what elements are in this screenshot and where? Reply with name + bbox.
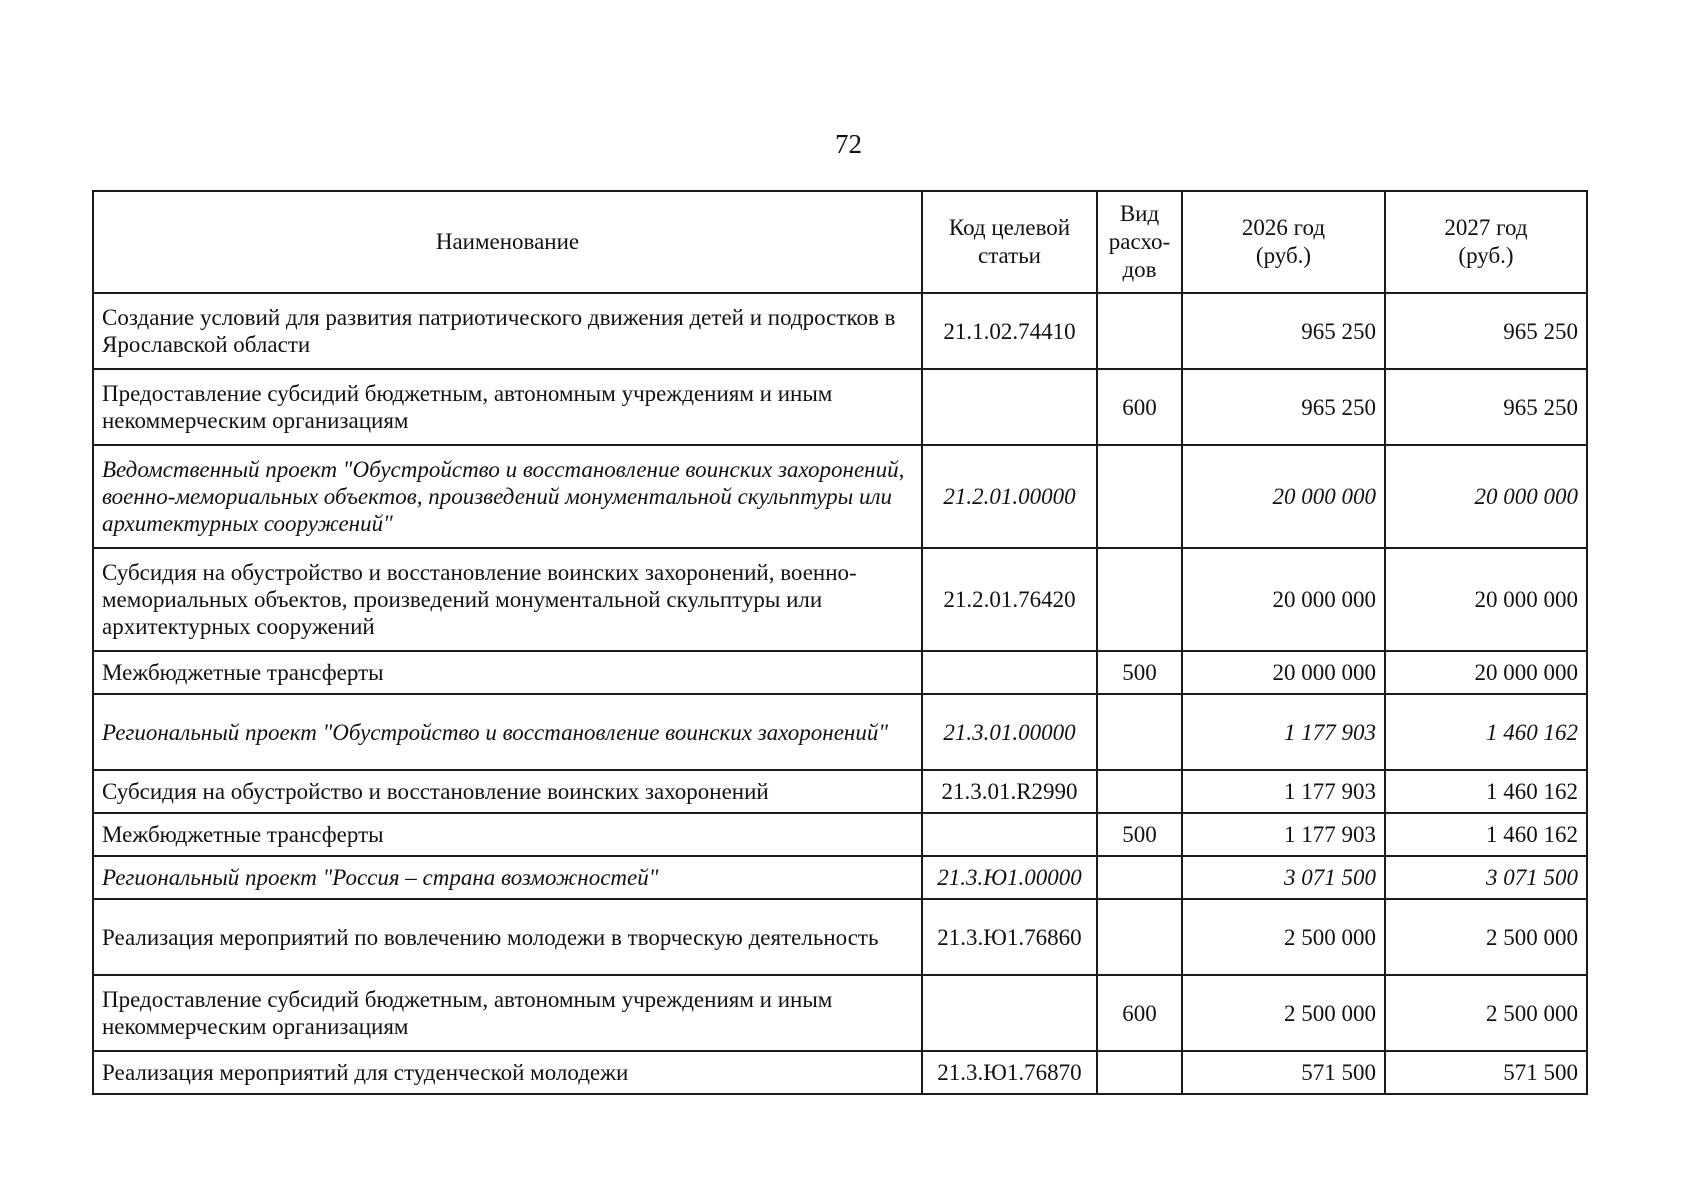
- row-2027: 1 460 162: [1385, 770, 1587, 813]
- row-2027: 1 460 162: [1385, 694, 1587, 770]
- row-type: 600: [1097, 975, 1182, 1051]
- row-code: 21.2.01.76420: [922, 548, 1097, 651]
- row-2027: 965 250: [1385, 293, 1587, 369]
- row-type: [1097, 899, 1182, 975]
- row-2026: 20 000 000: [1182, 651, 1385, 694]
- row-name: Предоставление субсидий бюджетным, автономным учреждениям и иным некоммерческим организациям: [93, 975, 922, 1051]
- table-row: [93, 856, 1587, 899]
- table-row: [93, 651, 1587, 694]
- table-row: [93, 694, 1587, 770]
- row-2026: 1 177 903: [1182, 813, 1385, 856]
- row-name: Межбюджетные трансферты: [93, 813, 922, 856]
- row-code: 21.1.02.74410: [922, 293, 1097, 369]
- row-code: 21.3.01.R2990: [922, 770, 1097, 813]
- header-type: Вид расхо- дов: [1097, 191, 1182, 293]
- row-type: 600: [1097, 369, 1182, 445]
- row-name: Ведомственный проект "Обустройство и восстановление воинских захоронений, военно-мемориальных объектов, произведений монументальной скульптуры или архитектурных сооружений": [93, 445, 922, 548]
- row-type: [1097, 856, 1182, 899]
- row-name: Реализация мероприятий по вовлечению молодежи в творческую деятельность: [93, 899, 922, 975]
- row-2026: 571 500: [1182, 1051, 1385, 1094]
- row-2026: 2 500 000: [1182, 899, 1385, 975]
- table-row: [93, 369, 1587, 445]
- row-name: Предоставление субсидий бюджетным, автономным учреждениям и иным некоммерческим организациям: [93, 369, 922, 445]
- row-code: [922, 651, 1097, 694]
- budget-table: [92, 190, 1588, 1095]
- row-2026: 965 250: [1182, 293, 1385, 369]
- row-name: Создание условий для развития патриотического движения детей и подростков в Ярославской области: [93, 293, 922, 369]
- row-type: [1097, 770, 1182, 813]
- row-2026: 20 000 000: [1182, 548, 1385, 651]
- header-2026: 2026 год (руб.): [1182, 191, 1385, 293]
- row-code: 21.2.01.00000: [922, 445, 1097, 548]
- row-code: 21.3.01.00000: [922, 694, 1097, 770]
- row-2026: 2 500 000: [1182, 975, 1385, 1051]
- table-row: [93, 975, 1587, 1051]
- row-2027: 2 500 000: [1385, 899, 1587, 975]
- row-2027: 20 000 000: [1385, 651, 1587, 694]
- row-type: 500: [1097, 651, 1182, 694]
- table-row: [93, 1051, 1587, 1094]
- row-code: [922, 975, 1097, 1051]
- row-2027: 20 000 000: [1385, 548, 1587, 651]
- table-row: [93, 445, 1587, 548]
- row-type: [1097, 548, 1182, 651]
- table-row: [93, 899, 1587, 975]
- table-row: [93, 548, 1587, 651]
- row-2027: 571 500: [1385, 1051, 1587, 1094]
- header-code: Код целевой статьи: [922, 191, 1097, 293]
- row-code: [922, 813, 1097, 856]
- page-number: 72: [835, 129, 862, 159]
- row-name: Региональный проект "Обустройство и восстановление воинских захоронений": [93, 694, 922, 770]
- row-2027: 965 250: [1385, 369, 1587, 445]
- row-2026: 965 250: [1182, 369, 1385, 445]
- table-row: [93, 293, 1587, 369]
- row-name: Межбюджетные трансферты: [93, 651, 922, 694]
- row-type: 500: [1097, 813, 1182, 856]
- row-code: 21.3.Ю1.76870: [922, 1051, 1097, 1094]
- row-code: 21.3.Ю1.76860: [922, 899, 1097, 975]
- row-2026: 20 000 000: [1182, 445, 1385, 548]
- row-type: [1097, 1051, 1182, 1094]
- row-2027: 1 460 162: [1385, 813, 1587, 856]
- row-type: [1097, 694, 1182, 770]
- header-name: Наименование: [93, 191, 922, 293]
- row-name: Реализация мероприятий для студенческой молодежи: [93, 1051, 922, 1094]
- row-2027: 20 000 000: [1385, 445, 1587, 548]
- row-code: [922, 369, 1097, 445]
- row-name: Региональный проект "Россия – страна возможностей": [93, 856, 922, 899]
- row-2026: 1 177 903: [1182, 694, 1385, 770]
- row-2027: 2 500 000: [1385, 975, 1587, 1051]
- row-2026: 1 177 903: [1182, 770, 1385, 813]
- row-2026: 3 071 500: [1182, 856, 1385, 899]
- table-row: [93, 813, 1587, 856]
- row-code: 21.3.Ю1.00000: [922, 856, 1097, 899]
- table-row: [93, 770, 1587, 813]
- row-type: [1097, 293, 1182, 369]
- header-2027: 2027 год (руб.): [1385, 191, 1587, 293]
- row-2027: 3 071 500: [1385, 856, 1587, 899]
- table-header-row: [93, 191, 1587, 293]
- row-name: Субсидия на обустройство и восстановление воинских захоронений, военно-мемориальных объектов, произведений монументальной скульптуры или архитектурных сооружений: [93, 548, 922, 651]
- row-type: [1097, 445, 1182, 548]
- row-name: Субсидия на обустройство и восстановление воинских захоронений: [93, 770, 922, 813]
